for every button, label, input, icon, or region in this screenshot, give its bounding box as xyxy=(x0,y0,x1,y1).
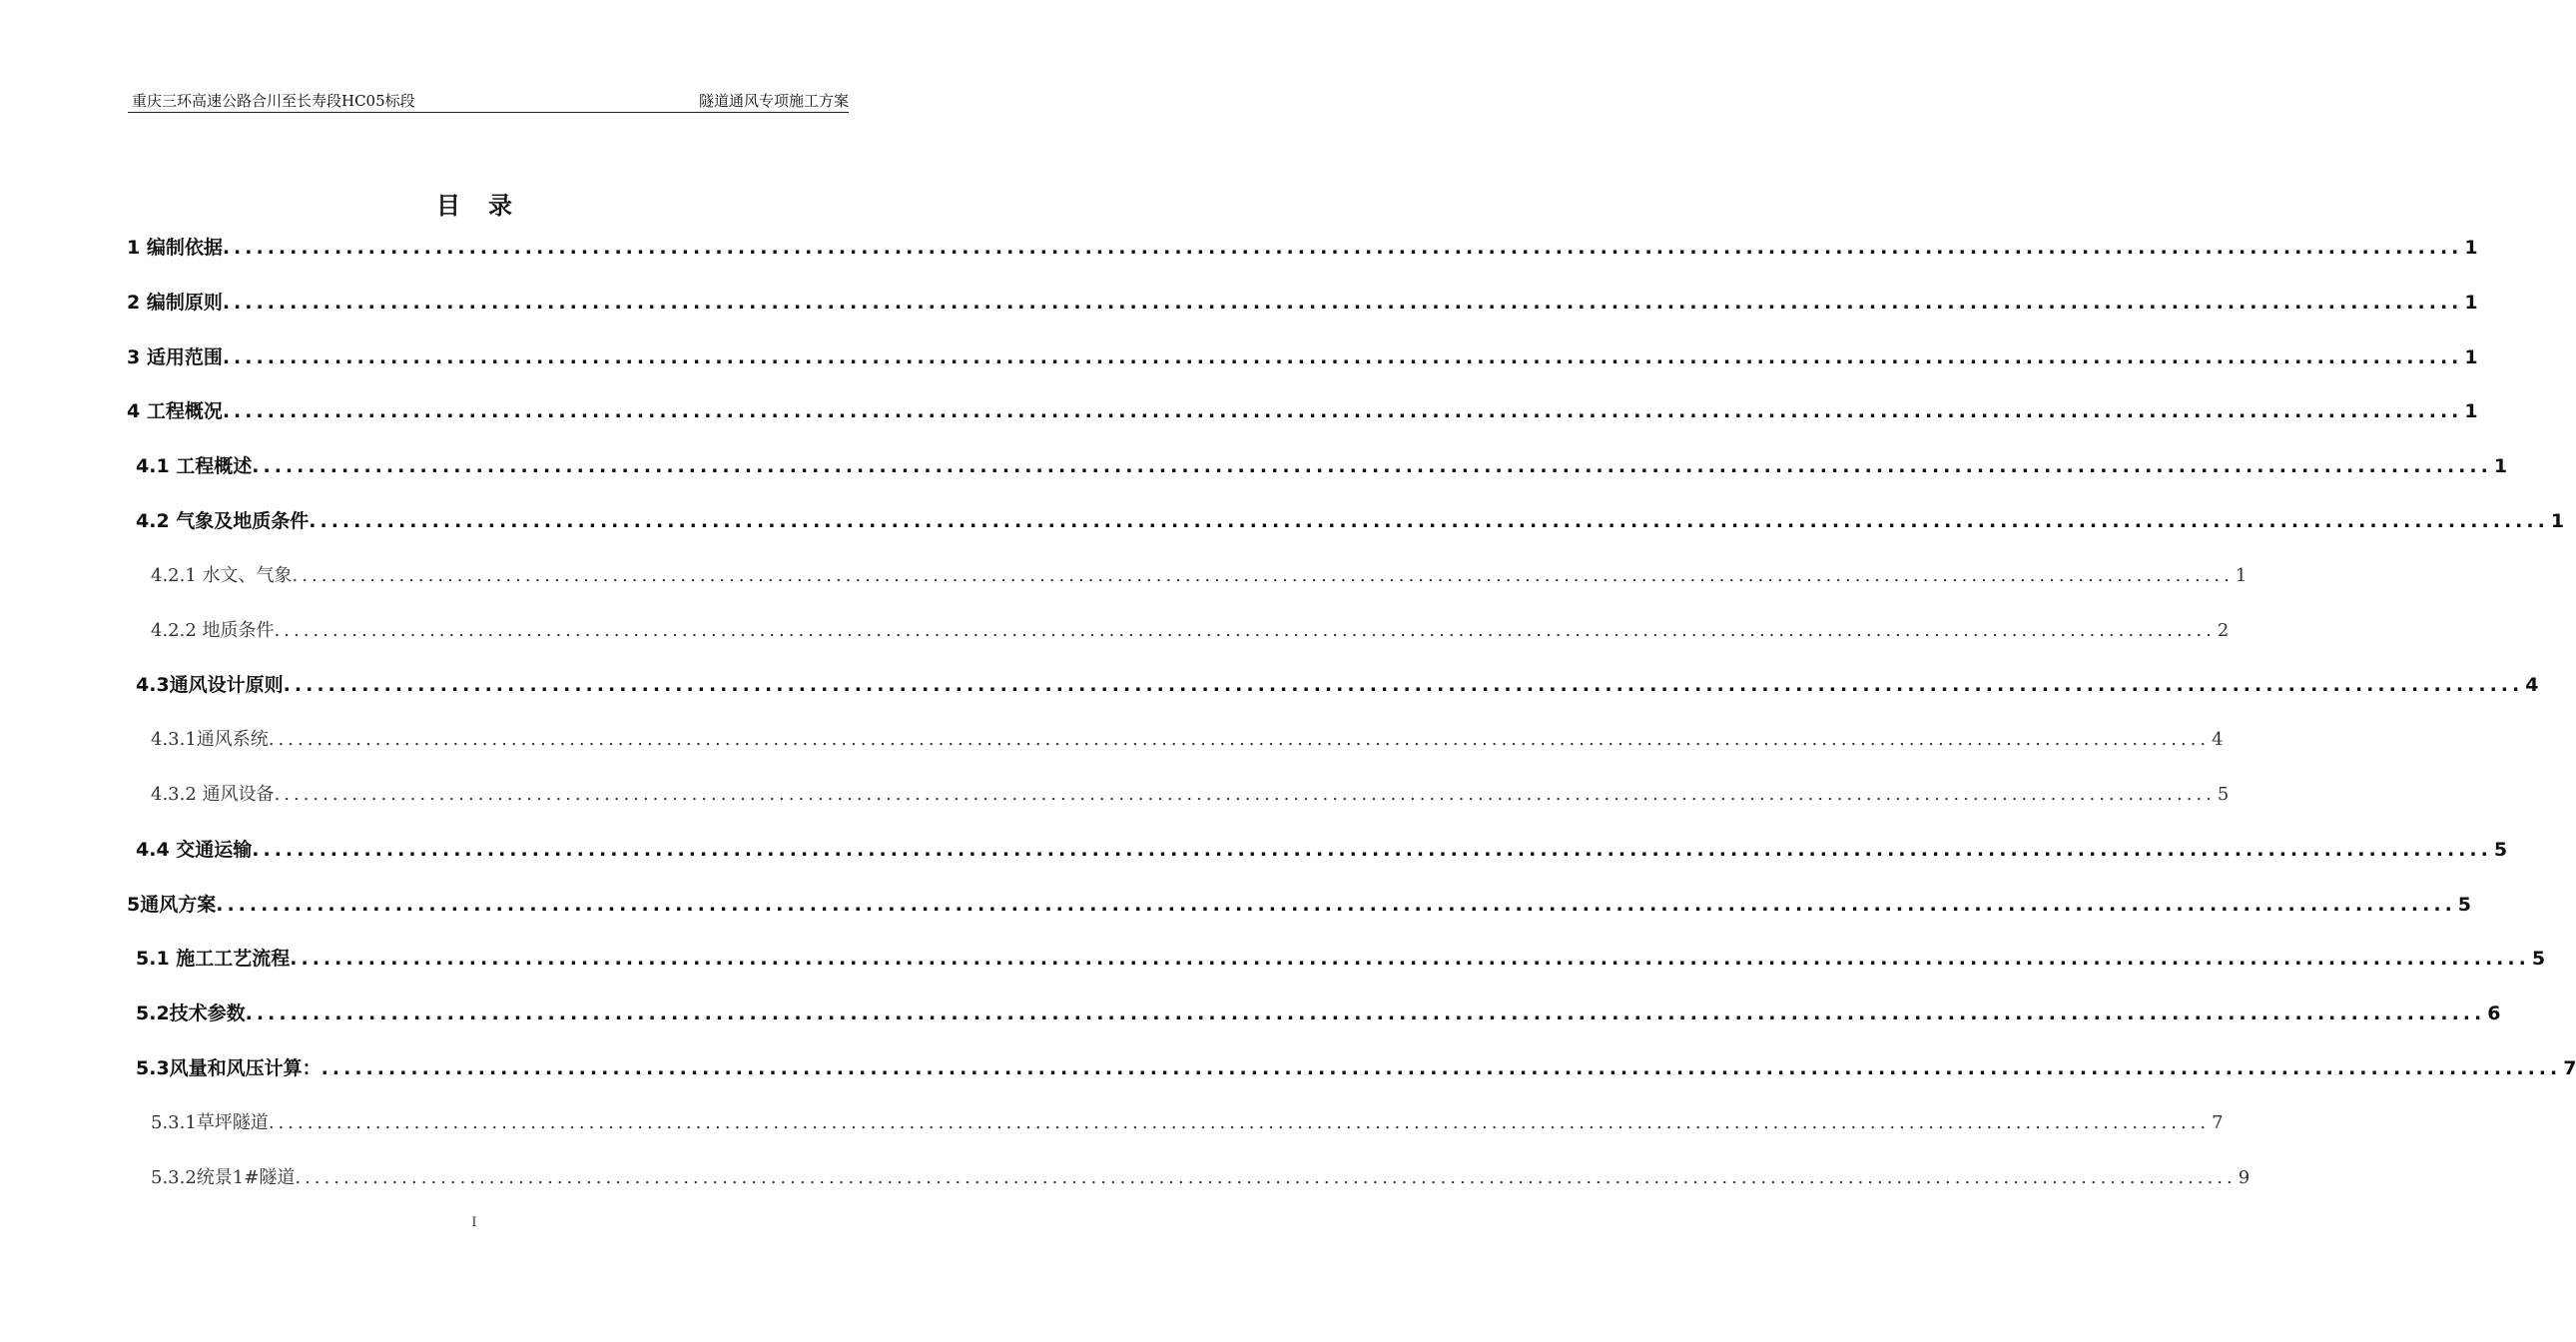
toc-entry[interactable] xyxy=(127,233,2478,263)
toc-entry-page: 9 xyxy=(2238,1166,2251,1188)
toc-dot-leader: ........................................................................................................................................................................................................ xyxy=(274,784,2216,805)
toc-entry[interactable] xyxy=(136,835,2508,865)
toc-entry[interactable] xyxy=(127,396,2478,426)
toc-entry-label: 5通风方案 xyxy=(127,893,217,916)
toc-entry-page: 1 xyxy=(2464,291,2478,314)
toc-entry-label: 5.3风量和风压计算： xyxy=(136,1057,322,1079)
toc-dot-leader: ........................................................................................................................................................................................................ xyxy=(252,838,2492,861)
toc-entry[interactable] xyxy=(151,725,2224,755)
toc-entry-page: 4 xyxy=(2525,674,2539,697)
toc-entry-label: 4.3.1通风系统 xyxy=(151,729,269,751)
toc-entry-label: 3 适用范围 xyxy=(127,345,223,368)
toc-entry-label: 1 编制依据 xyxy=(127,237,223,259)
toc-entry-page: 1 xyxy=(2550,510,2565,532)
toc-entry-page: 1 xyxy=(2464,400,2478,423)
page-number: I xyxy=(471,1215,477,1230)
toc-dot-leader: ........................................................................................................................................................................................................ xyxy=(222,291,2463,314)
toc-entry-label: 4.2 气象及地质条件 xyxy=(136,510,310,532)
toc-entry[interactable] xyxy=(136,451,2508,481)
toc-entry-page: 1 xyxy=(2464,345,2478,368)
toc-entry[interactable] xyxy=(127,342,2478,372)
toc-entry[interactable] xyxy=(151,1108,2224,1138)
toc-entry[interactable] xyxy=(136,1053,2576,1083)
page-header xyxy=(128,90,849,113)
toc-entry[interactable] xyxy=(151,616,2230,646)
toc-entry[interactable] xyxy=(136,506,2565,536)
toc-entry-page: 1 xyxy=(2464,237,2478,259)
toc-entry-label: 5.3.1草坪隧道 xyxy=(151,1111,269,1133)
toc-dot-leader: ........................................................................................................................................................................................................ xyxy=(292,564,2234,586)
toc-dot-leader: ........................................................................................................................................................................................................ xyxy=(321,1057,2562,1079)
toc-entry-page: 1 xyxy=(2493,455,2508,478)
toc-entry[interactable] xyxy=(136,944,2546,974)
toc-entry-label: 4.2.2 地质条件 xyxy=(151,619,275,641)
toc-dot-leader: ........................................................................................................................................................................................................ xyxy=(222,400,2463,423)
toc-entry[interactable] xyxy=(151,1163,2251,1193)
toc-dot-leader: ........................................................................................................................................................................................................ xyxy=(268,729,2211,751)
toc-dot-leader: ........................................................................................................................................................................................................ xyxy=(245,1003,2486,1025)
header-document-title: 隧道通风专项施工方案 xyxy=(698,92,849,110)
toc-entry-label: 4.4 交通运输 xyxy=(136,838,253,861)
toc-entry-page: 1 xyxy=(2235,564,2248,586)
header-project-name: 重庆三环高速公路合川至长寿段HC05标段 xyxy=(132,92,415,110)
toc-entry[interactable] xyxy=(136,670,2539,700)
toc-entry-label: 5.2技术参数 xyxy=(136,1003,246,1025)
toc-dot-leader: ........................................................................................................................................................................................................ xyxy=(295,1166,2237,1188)
toc-entry-label: 4.1 工程概述 xyxy=(136,455,253,478)
toc-entry-label: 4.3通风设计原则 xyxy=(136,674,284,697)
toc-entry-page: 5 xyxy=(2493,838,2508,861)
toc-entry-label: 4.2.1 水文、气象 xyxy=(151,564,293,586)
toc-entry[interactable] xyxy=(127,890,2472,920)
toc-dot-leader: ........................................................................................................................................................................................................ xyxy=(274,619,2216,641)
toc-entry-page: 2 xyxy=(2217,619,2230,641)
toc-entry-page: 7 xyxy=(2563,1057,2576,1079)
toc-entry-page: 5 xyxy=(2457,893,2472,916)
toc-entry[interactable] xyxy=(151,780,2230,810)
toc-dot-leader: ........................................................................................................................................................................................................ xyxy=(309,510,2549,532)
toc-dot-leader: ........................................................................................................................................................................................................ xyxy=(222,345,2463,368)
toc-entry-page: 5 xyxy=(2217,784,2230,805)
toc-entry-page: 7 xyxy=(2212,1111,2224,1133)
toc-entry-page: 6 xyxy=(2487,1003,2501,1025)
toc-entry-label: 4.3.2 通风设备 xyxy=(151,784,275,805)
toc-title: 目录 xyxy=(436,192,540,220)
toc-entry-label: 5.3.2统景1#隧道 xyxy=(151,1166,296,1188)
toc-entry[interactable] xyxy=(127,288,2478,318)
toc-entry-label: 4 工程概况 xyxy=(127,400,223,423)
toc-entry[interactable] xyxy=(151,561,2248,591)
toc-entry-label: 2 编制原则 xyxy=(127,291,223,314)
toc-entry-page: 5 xyxy=(2531,948,2546,971)
toc-dot-leader: ........................................................................................................................................................................................................ xyxy=(216,893,2456,916)
toc-entry-label: 5.1 施工工艺流程 xyxy=(136,948,291,971)
toc-dot-leader: ........................................................................................................................................................................................................ xyxy=(283,674,2524,697)
toc-dot-leader: ........................................................................................................................................................................................................ xyxy=(290,948,2530,971)
toc-dot-leader: ........................................................................................................................................................................................................ xyxy=(268,1111,2211,1133)
toc-dot-leader: ........................................................................................................................................................................................................ xyxy=(222,237,2463,259)
toc-entry[interactable] xyxy=(136,999,2501,1028)
toc-entry-page: 4 xyxy=(2212,729,2224,751)
toc-dot-leader: ........................................................................................................................................................................................................ xyxy=(252,455,2492,478)
